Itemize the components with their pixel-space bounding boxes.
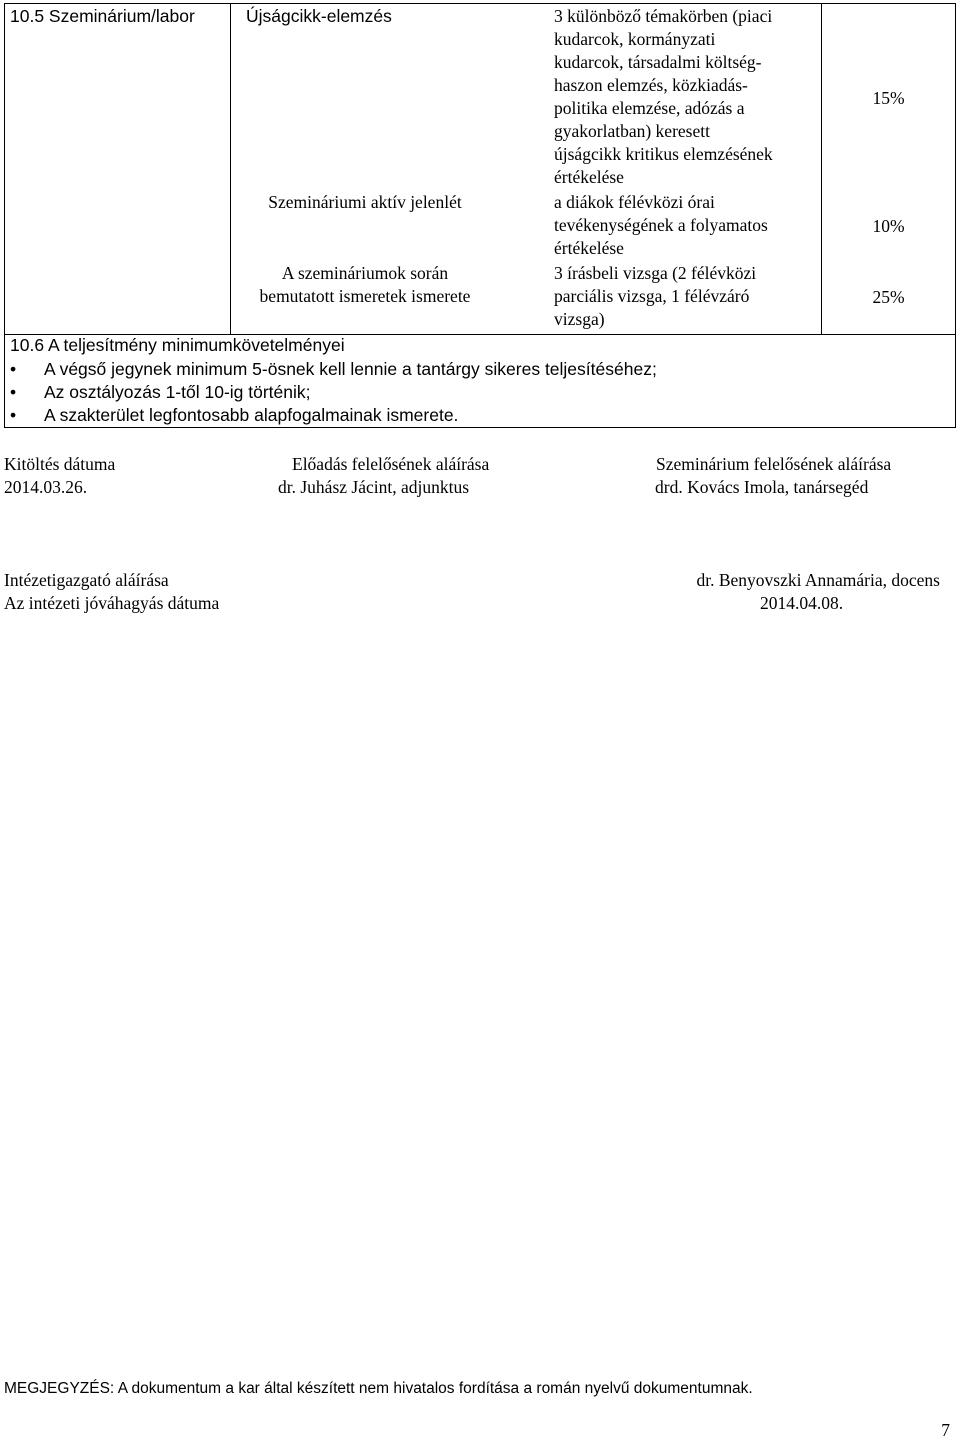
lecture-signature-label: Előadás felelősének aláírása [292, 454, 490, 474]
director-name: dr. Benyovszki Annamária, docens [696, 570, 940, 590]
method-3-line: vizsga) [554, 309, 605, 329]
bullet-icon: • [10, 405, 17, 425]
table-divider-2 [821, 3, 822, 334]
bullet-icon: • [10, 359, 17, 379]
method-2-line: a diákok félévközi órai [554, 192, 715, 212]
weight-3: 25% [872, 287, 905, 307]
method-1-line: újságcikk kritikus elemzésének [554, 144, 773, 164]
method-3-line: parciális vizsga, 1 félévzáró [554, 286, 750, 306]
approval-date-label: Az intézeti jóváhagyás dátuma [4, 593, 220, 613]
method-1-line: értékelése [554, 167, 624, 187]
min-req-heading: 10.6 A teljesítmény minimumkövetelményei [10, 335, 345, 355]
fill-date: 2014.03.26. [4, 477, 88, 497]
min-req-text: A végső jegynek minimum 5-ösnek kell lennie a tantárgy sikeres teljesítéséhez; [44, 359, 657, 379]
criterion-3-line: bemutatott ismeretek ismerete [259, 286, 471, 306]
seminar-signature-label: Szeminárium felelősének aláírása [656, 454, 892, 474]
min-req-text: A szakterület legfontosabb alapfogalmainak ismerete. [44, 405, 459, 425]
method-2 [554, 191, 768, 260]
bullet-icon: • [10, 382, 17, 402]
director-signature-label: Intézetigazgató aláírása [4, 570, 169, 590]
criterion-2: Szemináriumi aktív jelenlét [268, 192, 462, 212]
method-1 [554, 5, 773, 189]
method-3-line: 3 írásbeli vizsga (2 félévközi [554, 263, 757, 283]
seminar-responsible-name: drd. Kovács Imola, tanársegéd [655, 477, 869, 497]
method-1-line: gyakorlatban) keresett [554, 121, 710, 141]
lecture-responsible-name: dr. Juhász Jácint, adjunktus [278, 477, 470, 497]
min-req-text: Az osztályozás 1-től 10-ig történik; [44, 382, 311, 402]
page-number: 7 [941, 1420, 950, 1440]
table-divider-1 [230, 3, 231, 334]
method-1-line: politika elemzése, adózás a [554, 98, 745, 118]
method-1-line: 3 különböző témakörben (piaci [554, 6, 773, 26]
weight-1: 15% [872, 88, 905, 108]
footnote: MEGJEGYZÉS: A dokumentum a kar által készített nem hivatalos fordítása a román nyelvű dokumentumnak. [4, 1380, 753, 1397]
criterion-1: Újságcikk-elemzés [246, 6, 392, 26]
fill-date-label: Kitöltés dátuma [4, 454, 116, 474]
criterion-3 [232, 262, 498, 308]
criterion-3-line: A szemináriumok során [281, 263, 449, 283]
method-1-line: kudarcok, társadalmi költség- [554, 52, 762, 72]
weight-2: 10% [872, 216, 905, 236]
method-3 [554, 262, 756, 331]
method-1-line: haszon elemzés, közkiadás- [554, 75, 748, 95]
approval-date: 2014.04.08. [760, 593, 844, 613]
row-label: 10.5 Szeminárium/labor [10, 6, 195, 26]
method-1-line: kudarcok, kormányzati [554, 29, 716, 49]
method-2-line: tevékenységének a folyamatos [554, 215, 768, 235]
method-2-line: értékelése [554, 238, 624, 258]
